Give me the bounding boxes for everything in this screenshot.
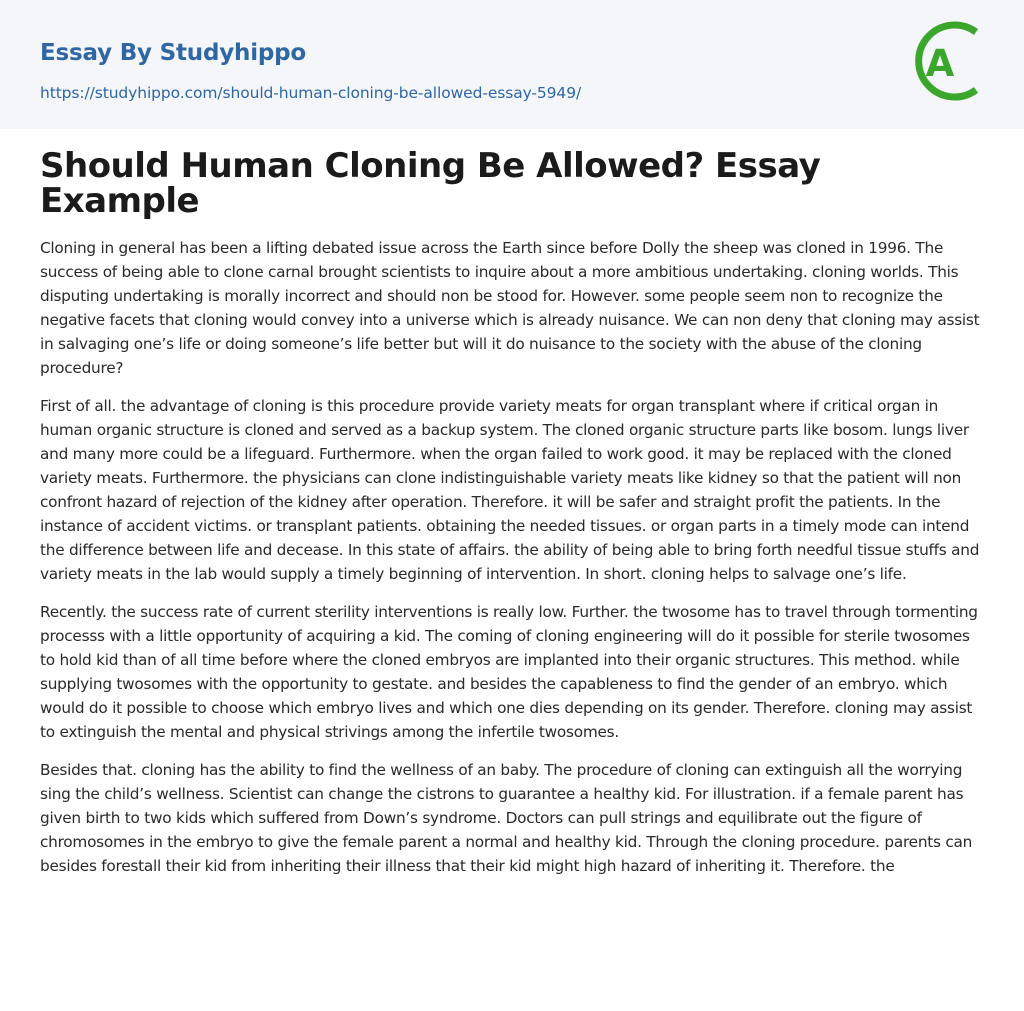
studyhippo-logo-icon[interactable] [910, 18, 988, 106]
site-header [0, 0, 1024, 129]
essay-paragraph-4: Besides that. cloning has the ability to find the wellness of an baby. The procedure of cloning can extinguish all the worrying sing the child’s wellness. Scientist can change the cistrons to guarantee a healthy kid. For illustration. if a female parent has given birth to two kids which suffered from Down’s syndrome. Doctors can pull strings and equilibrate out the figure of chromosomes in the embryo to give the female parent a normal and healthy kid. Through the cloning procedure. parents can besides forestall their kid from inheriting their illness that their kid might high hazard of inheriting it. Therefore. the [40, 761, 973, 875]
site-title[interactable]: Essay By Studyhippo [40, 40, 307, 66]
essay-paragraph-1: Cloning in general has been a lifting debated issue across the Earth since before Dolly the sheep was cloned in 1996. The success of being able to clone carnal brought scientists to inquire about a more ambitious undertaking. cloning worlds. This disputing undertaking is morally incorrect and should non be stood for. However. some people seem non to recognize the negative facets that cloning would convey into a universe which is already nuisance. We can non deny that cloning may assist in salvaging one’s life or doing someone’s life better but will it do nuisance to the society with the abuse of the cloning procedure? [40, 239, 980, 377]
essay-content [0, 129, 1024, 878]
page-title: Should Human Cloning Be Allowed? Essay Example [40, 146, 821, 221]
page-url-link[interactable]: https://studyhippo.com/should-human-cloning-be-allowed-essay-5949/ [40, 84, 582, 102]
essay-paragraph-2: First of all. the advantage of cloning is this procedure provide variety meats for organ transplant where if critical organ in human organic structure is cloned and served as a backup system. The cloned organic structure parts like bosom. lungs liver and many more could be a lifeguard. Furthermore. when the organ failed to work good. it may be replaced with the cloned variety meats. Furthermore. the physicians can clone indistinguishable variety meats like kidney so that the patient will non confront hazard of rejection of the kidney after operation. Therefore. it will be safer and straight profit the patients. In the instance of accident victims. or transplant patients. obtaining the needed tissues. or organ parts in a timely mode can intend the difference between life and decease. In this state of affairs. the ability of being able to bring forth needful tissue stuffs and variety meats in the lab would supply a timely beginning of intervention. In short. cloning helps to salvage one’s life. [40, 397, 980, 583]
logo-letter: A [925, 42, 955, 85]
essay-paragraph-3: Recently. the success rate of current sterility interventions is really low. Further. the twosome has to travel through tormenting processs with a little opportunity of acquiring a kid. The coming of cloning engineering will do it possible for sterile twosomes to hold kid than of all time before where the cloned embryos are implanted into their organic structures. This method. while supplying twosomes with the opportunity to gestate. and besides the capableness to find the gender of an embryo. which would do it possible to choose which embryo lives and which one dies depending on its gender. Therefore. cloning may assist to extinguish the mental and physical strivings among the infertile twosomes. [40, 603, 978, 741]
